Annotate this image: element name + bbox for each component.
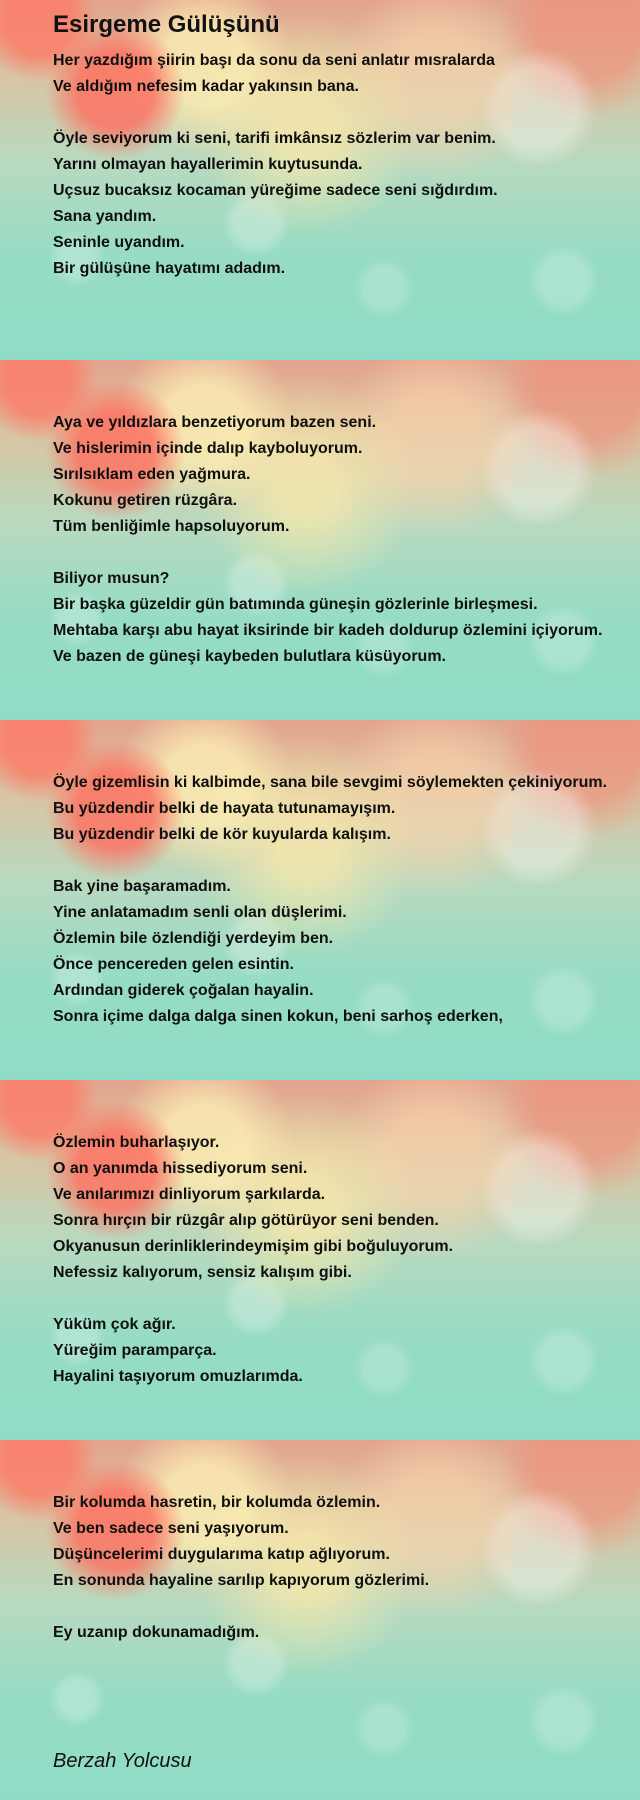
poem-panel-5 xyxy=(0,1440,640,1800)
poem-line: Uçsuz bucaksız kocaman yüreğime sadece seni sığdırdım. xyxy=(53,182,498,199)
poem-panel-1 xyxy=(0,0,640,360)
poem-line: Öyle seviyorum ki seni, tarifi imkânsız sözlerim var benim. xyxy=(53,130,496,147)
poem-panel-2 xyxy=(0,360,640,720)
stanza-break xyxy=(53,540,623,566)
poem-line: Bak yine başaramadım. xyxy=(53,878,231,895)
poem-line: Düşüncelerimi duygularıma katıp ağlıyorum. xyxy=(53,1546,390,1563)
stanza-break xyxy=(53,100,623,126)
poem-line: Mehtaba karşı abu hayat iksirinde bir kadeh doldurup özlemini içiyorum. xyxy=(53,622,603,639)
poem-line: Ve bazen de güneşi kaybeden bulutlara küsüyorum. xyxy=(53,648,446,665)
poem-line: Ve hislerimin içinde dalıp kayboluyorum. xyxy=(53,440,363,457)
poem-line: Yüküm çok ağır. xyxy=(53,1316,176,1333)
poem-line: Ve ben sadece seni yaşıyorum. xyxy=(53,1520,289,1537)
poem-line: Bir gülüşüne hayatımı adadım. xyxy=(53,260,286,277)
poem-line: Özlemin bile özlendiği yerdeyim ben. xyxy=(53,930,334,947)
poem-line: Sırılsıklam eden yağmura. xyxy=(53,466,251,483)
poem-line: Bu yüzdendir belki de hayata tutunamayışım. xyxy=(53,800,396,817)
stanza-block xyxy=(53,1490,623,1646)
poem-line: Ve anılarımızı dinliyorum şarkılarda. xyxy=(53,1186,326,1203)
poem-line: Bir başka güzeldir gün batımında güneşin gözlerinle birleşmesi. xyxy=(53,596,538,613)
stanza-block xyxy=(53,410,623,670)
poem-panel-3 xyxy=(0,720,640,1080)
poem-line: En sonunda hayaline sarılıp kapıyorum gözlerimi. xyxy=(53,1572,430,1589)
stanza-block xyxy=(53,1130,623,1390)
poem-line: Ve aldığım nefesim kadar yakınsın bana. xyxy=(53,78,359,95)
poem-line: Özlemin buharlaşıyor. xyxy=(53,1134,220,1151)
poem-line: Kokunu getiren rüzgâra. xyxy=(53,492,238,509)
stanza-break xyxy=(53,1594,623,1620)
poem-line: Sonra hırçın bir rüzgâr alıp götürüyor seni benden. xyxy=(53,1212,439,1229)
stanza-block xyxy=(53,48,623,282)
poem-line: Önce pencereden gelen esintin. xyxy=(53,956,294,973)
poem-line: Bir kolumda hasretin, bir kolumda özlemin. xyxy=(53,1494,381,1511)
poem-line: Her yazdığım şiirin başı da sonu da seni anlatır mısralarda xyxy=(53,52,495,69)
poem-line: O an yanımda hissediyorum seni. xyxy=(53,1160,308,1177)
poem-line: Hayalini taşıyorum omuzlarımda. xyxy=(53,1368,303,1385)
poem-line: Nefessiz kalıyorum, sensiz kalışım gibi. xyxy=(53,1264,352,1281)
poem-line: Sonra içime dalga dalga sinen kokun, beni sarhoş ederken, xyxy=(53,1008,503,1025)
poem-line: Yine anlatamadım senli olan düşlerimi. xyxy=(53,904,347,921)
poem-line: Aya ve yıldızlara benzetiyorum bazen seni. xyxy=(53,414,377,431)
poem-line: Okyanusun derinliklerindeymişim gibi boğuluyorum. xyxy=(53,1238,454,1255)
poem-line: Bu yüzdendir belki de kör kuyularda kalışım. xyxy=(53,826,391,843)
stanza-break xyxy=(53,1286,623,1312)
poem-line: Öyle gizemlisin ki kalbimde, sana bile sevgimi söylemekten çekiniyorum. xyxy=(53,774,608,791)
stanza-break xyxy=(53,848,623,874)
poem-line: Ardından giderek çoğalan hayalin. xyxy=(53,982,314,999)
poem-line: Ey uzanıp dokunamadığım. xyxy=(53,1624,260,1641)
poem-panel-4 xyxy=(0,1080,640,1440)
stanza-block xyxy=(53,770,623,1030)
poem-line: Sana yandım. xyxy=(53,208,157,225)
poem-line: Biliyor musun? xyxy=(53,570,170,587)
poem-title: Esirgeme Gülüşünü xyxy=(53,11,280,38)
poem-line: Yarını olmayan hayallerimin kuytusunda. xyxy=(53,156,363,173)
poem-line: Tüm benliğimle hapsoluyorum. xyxy=(53,518,290,535)
author-signature: Berzah Yolcusu xyxy=(53,1750,192,1772)
poem-line: Yüreğim paramparça. xyxy=(53,1342,217,1359)
poem-line: Seninle uyandım. xyxy=(53,234,185,251)
